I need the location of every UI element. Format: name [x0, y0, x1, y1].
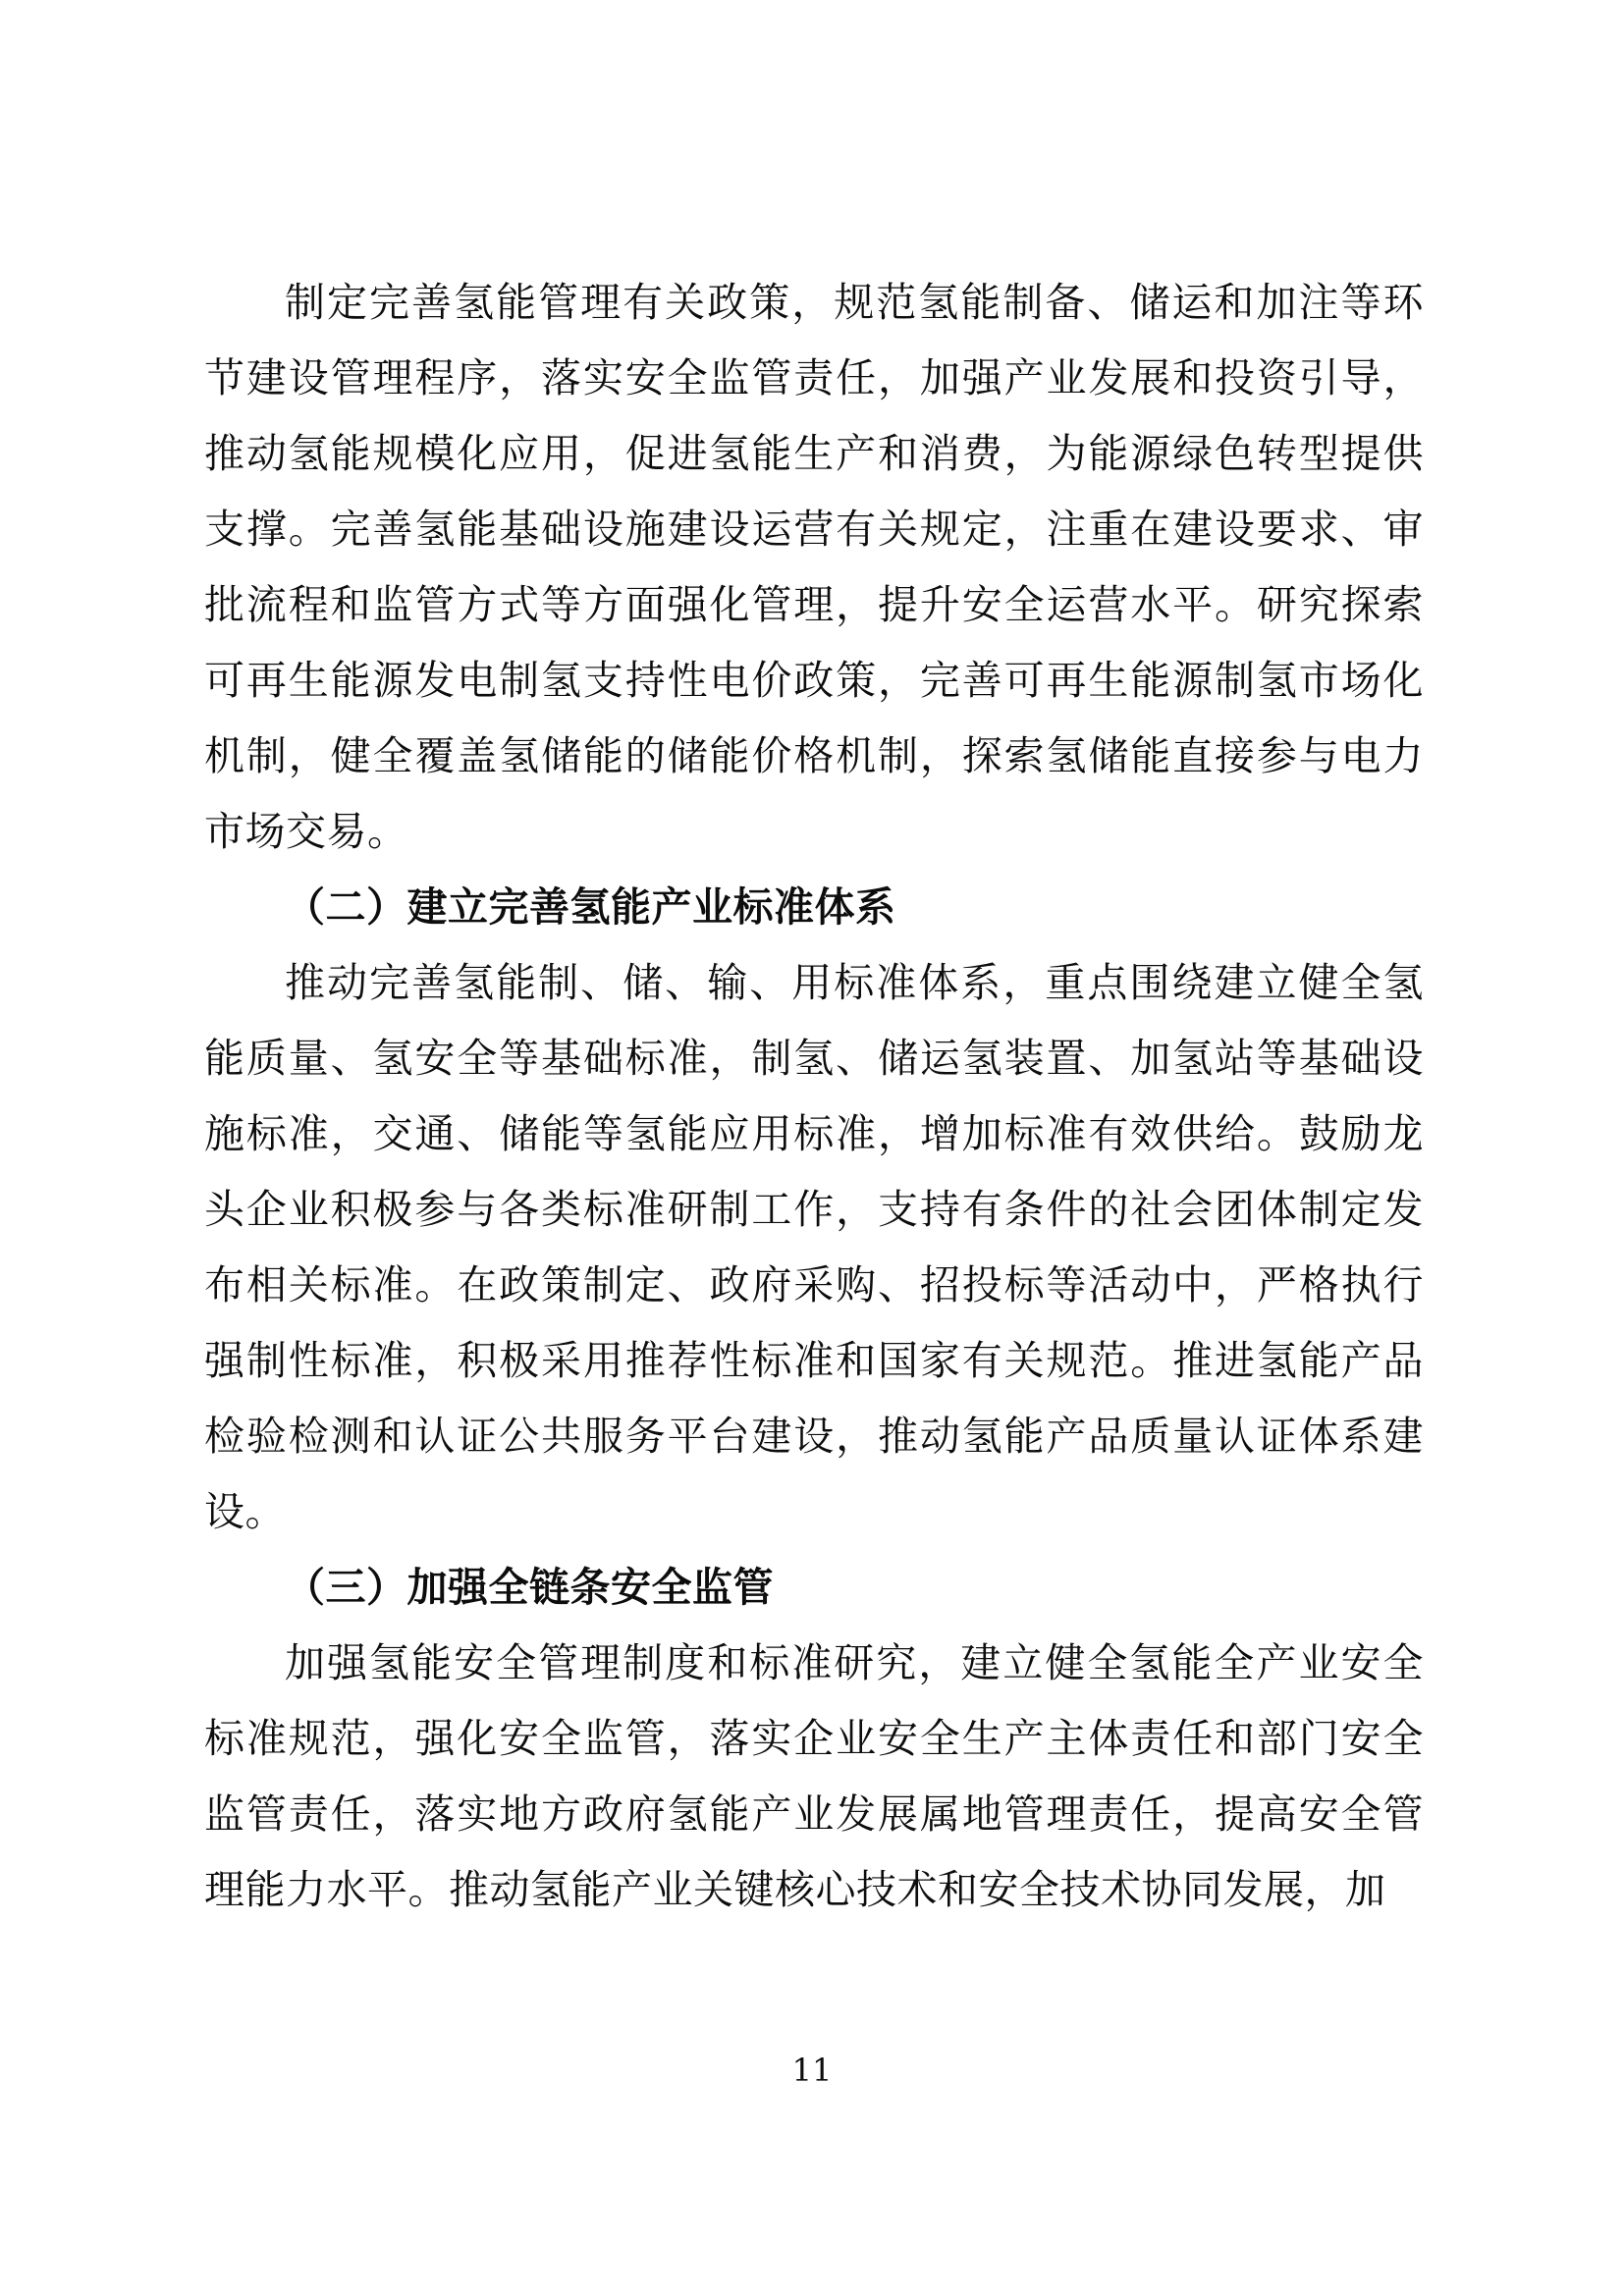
paragraph-safety-supervision: 加强氢能安全管理制度和标准研究，建立健全氢能全产业安全标准规范，强化安全监管，落实企业安全生产主体责任和部门安全监管责任，落实地方政府氢能产业发展属地管理责任，提高安全管理能力水平。推动氢能产业关键核心技术和安全技术协同发展，加 [204, 1639, 1424, 1913]
paragraph-hydrogen-policy: 制定完善氢能管理有关政策，规范氢能制备、储运和加注等环节建设管理程序，落实安全监管责任，加强产业发展和投资引导，推动氢能规模化应用，促进氢能生产和消费，为能源绿色转型提供支撑。完善氢能基础设施建设运营有关规定，注重在建设要求、审批流程和监管方式等方面强化管理，提升安全运营水平。研究探索可再生能源发电制氢支持性电价政策，完善可再生能源制氢市场化机制，健全覆盖氢储能的储能价格机制，探索氢储能直接参与电力市场交易。 [204, 279, 1424, 855]
page-number: 11 [791, 2052, 833, 2089]
paragraph-standard-system: 推动完善氢能制、储、输、用标准体系，重点围绕建立健全氢能质量、氢安全等基础标准，制氢、储运氢装置、加氢站等基础设施标准，交通、储能等氢能应用标准，增加标准有效供给。鼓励龙头企业积极参与各类标准研制工作，支持有条件的社会团体制定发布相关标准。在政策制定、政府采购、招投标等活动中，严格执行强制性标准，积极采用推荐性标准和国家有关规范。推进氢能产品检验检测和认证公共服务平台建设，推动氢能产品质量认证体系建设。 [204, 959, 1424, 1535]
heading-section-two: （二）建立完善氢能产业标准体系 [285, 883, 896, 931]
heading-section-three: （三）加强全链条安全监管 [285, 1564, 774, 1611]
page-content [204, 265, 1424, 1928]
